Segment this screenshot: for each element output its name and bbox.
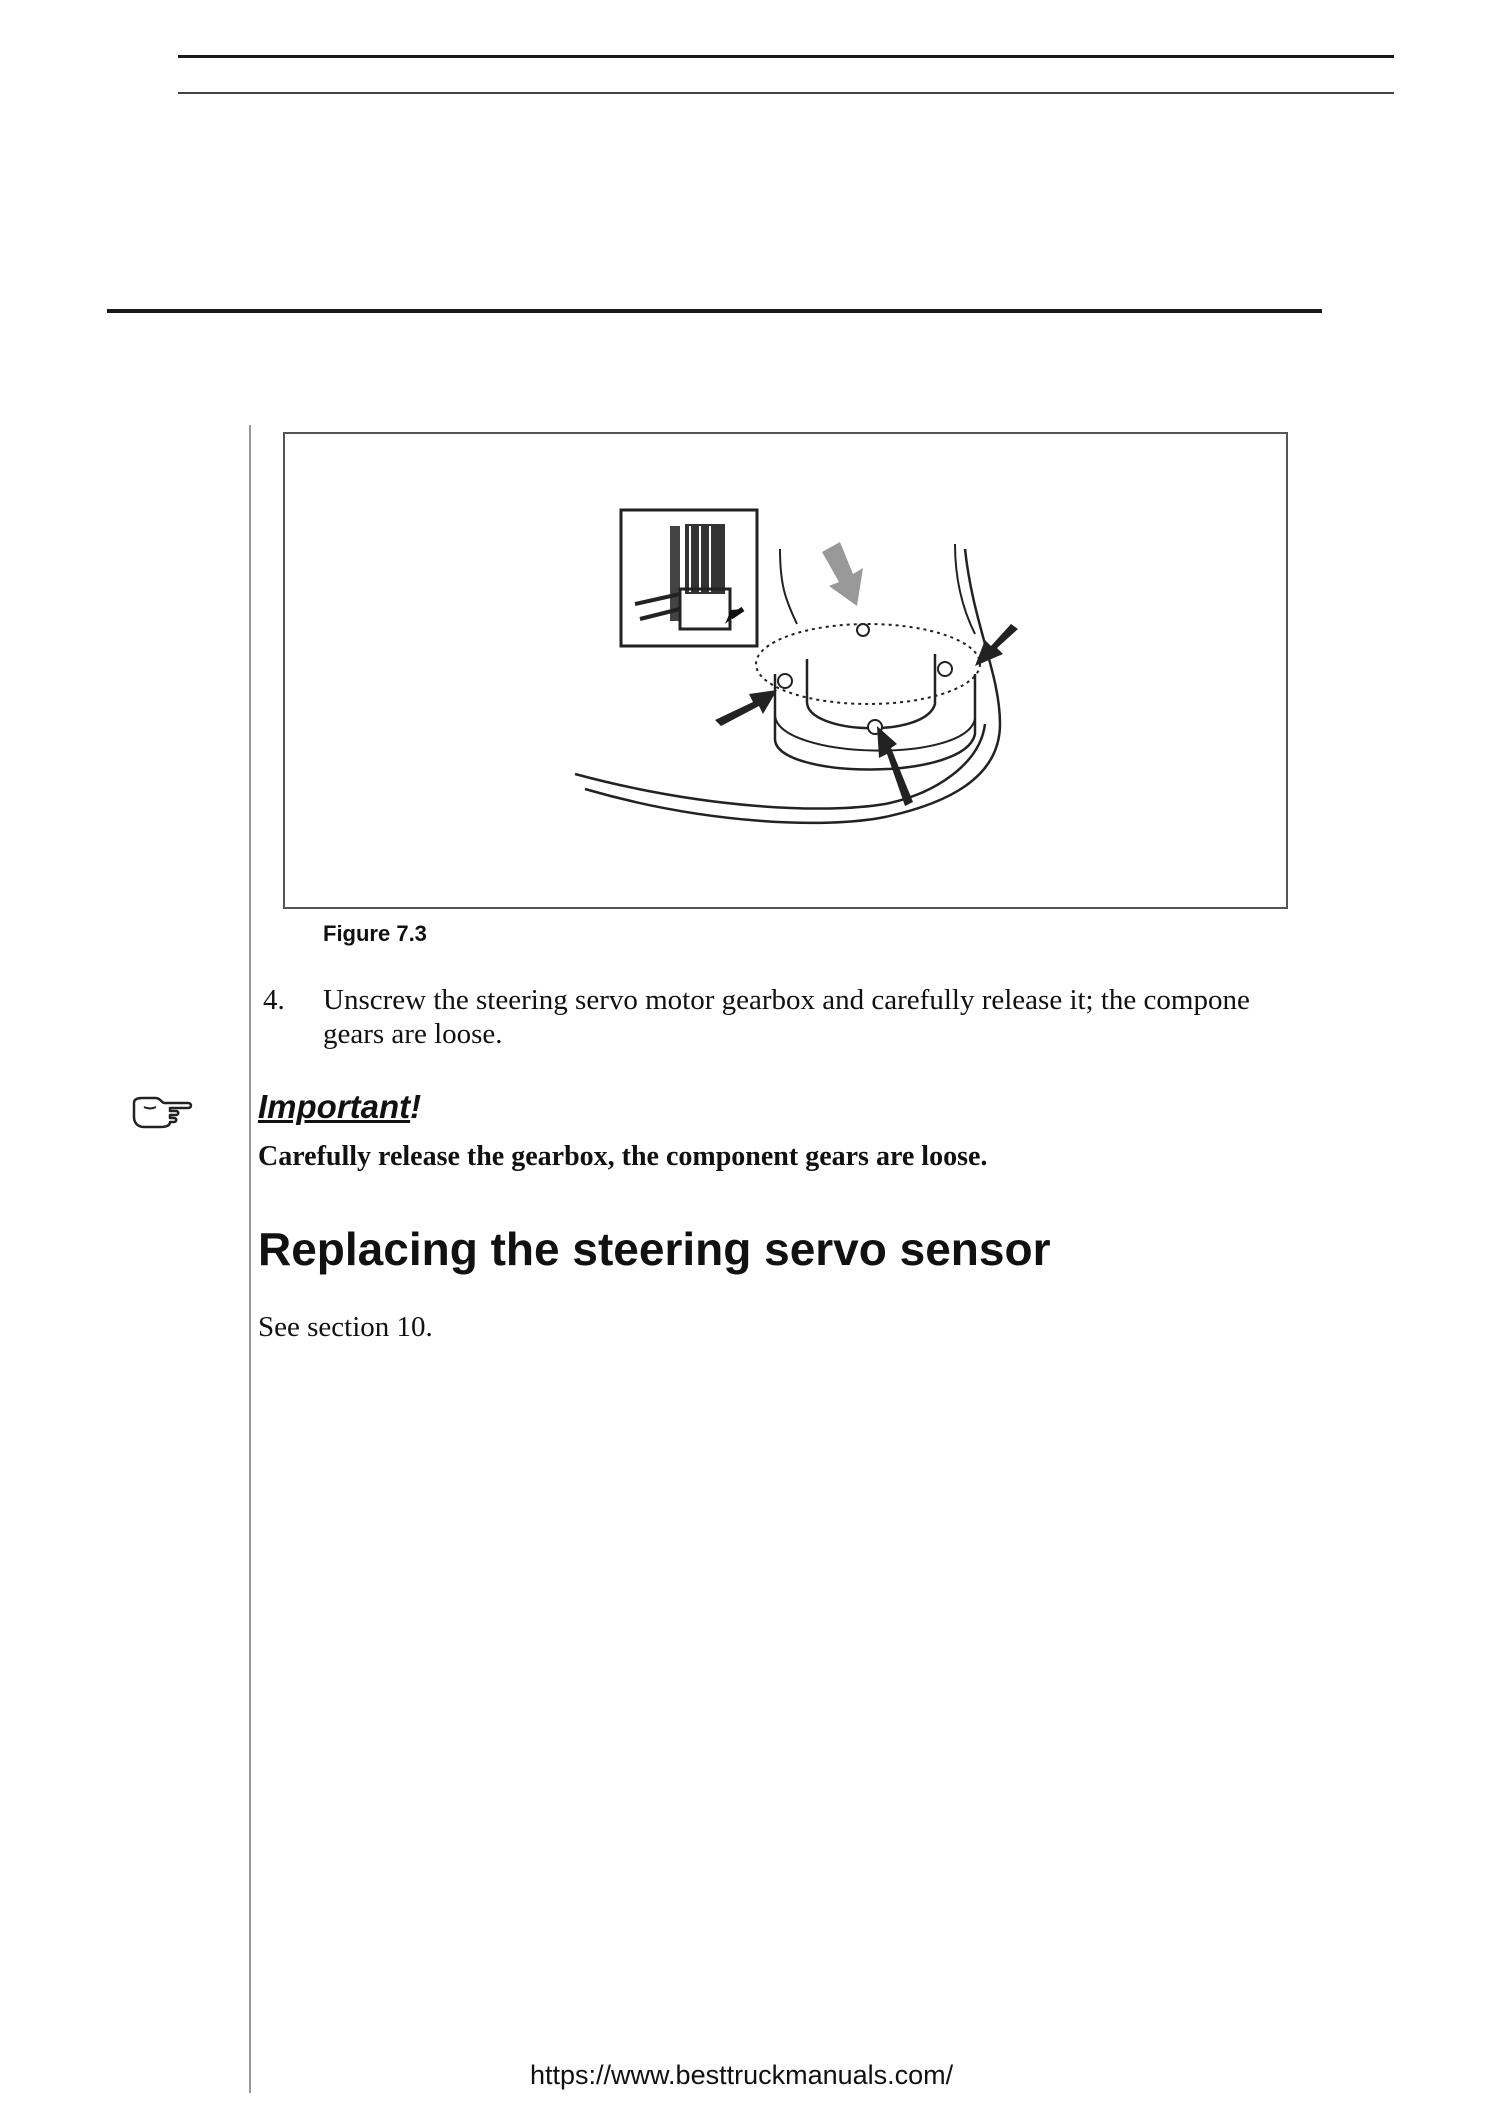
step-text: Unscrew the steering servo motor gearbox and carefully release it; the compone gears are loose. xyxy=(323,984,1250,1050)
important-title xyxy=(258,1088,421,1126)
figure-illustration xyxy=(285,434,1286,907)
important-mark: ! xyxy=(410,1088,422,1125)
important-word: Important xyxy=(258,1088,411,1125)
step-number: 4. xyxy=(263,984,285,1016)
section-heading: Replacing the steering servo sensor xyxy=(258,1223,1051,1275)
figure-7-3 xyxy=(283,432,1288,909)
margin-line xyxy=(249,425,251,2093)
pointing-hand-icon xyxy=(130,1095,194,1129)
header-rule-bottom xyxy=(178,92,1394,94)
header-rule-top xyxy=(178,55,1394,58)
truck-thumbnail-icon xyxy=(621,510,757,646)
footer-url[interactable]: https://www.besttruckmanuals.com/ xyxy=(530,2060,954,2090)
important-text: Carefully release the gearbox, the component gears are loose. xyxy=(258,1141,988,1172)
section-body: See section 10. xyxy=(258,1311,433,1343)
figure-caption: Figure 7.3 xyxy=(323,921,427,946)
section-divider xyxy=(107,309,1322,313)
